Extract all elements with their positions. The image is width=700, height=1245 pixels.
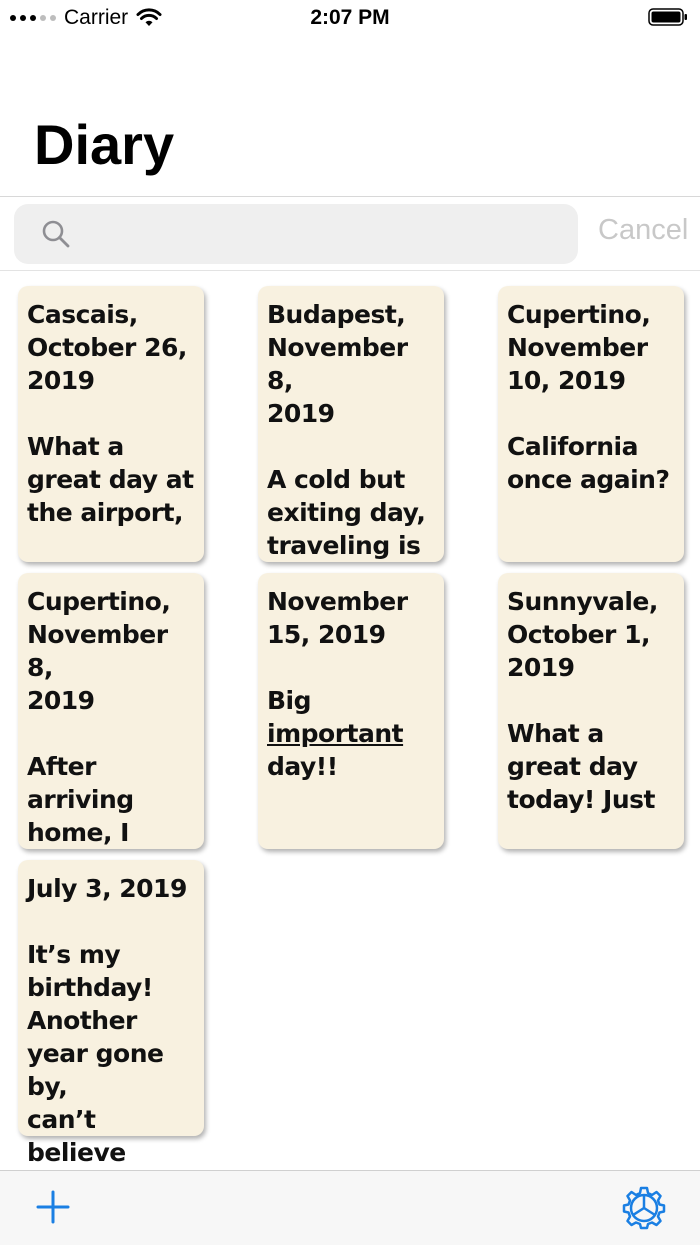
entry-body: What a great day today! Just bbox=[507, 719, 655, 814]
entry-body: After arriving home, I bbox=[27, 752, 134, 847]
entry-header: Cupertino, November 8, 2019 bbox=[27, 587, 171, 715]
entry-body: What a great day at the airport, bbox=[27, 432, 194, 527]
divider bbox=[0, 196, 700, 197]
entry-body-pre: Big bbox=[267, 686, 312, 715]
entry-text bbox=[27, 298, 196, 529]
status-bar bbox=[0, 0, 700, 40]
plus-icon[interactable] bbox=[36, 1190, 70, 1224]
entry-body-underlined: important bbox=[267, 719, 404, 748]
diary-entry-card[interactable] bbox=[498, 286, 684, 562]
diary-entry-card[interactable] bbox=[498, 573, 684, 849]
entry-body-post: day!! bbox=[267, 752, 338, 781]
entry-text bbox=[507, 298, 676, 496]
cancel-button[interactable]: Cancel bbox=[598, 214, 689, 246]
diary-entry-card[interactable] bbox=[258, 573, 444, 849]
entry-body: It’s my birthday! Another year gone by, can’t believe bbox=[27, 940, 164, 1167]
entry-body: California once again? bbox=[507, 432, 670, 494]
entry-header: Cupertino, November 10, 2019 bbox=[507, 300, 651, 395]
entry-header: Budapest, November 8, 2019 bbox=[267, 300, 408, 428]
diary-entry-card[interactable] bbox=[258, 286, 444, 562]
entry-header: Sunnyvale, October 1, 2019 bbox=[507, 587, 658, 682]
bottom-toolbar bbox=[0, 1170, 700, 1245]
diary-entry-card[interactable] bbox=[18, 860, 204, 1167]
divider bbox=[0, 270, 700, 271]
battery-icon bbox=[648, 8, 688, 26]
page-title: Diary bbox=[34, 113, 175, 176]
entry-header: July 3, 2019 bbox=[27, 874, 187, 903]
entry-text bbox=[267, 585, 436, 783]
entry-body: A cold but exiting day, traveling is bbox=[267, 465, 426, 560]
entry-text bbox=[267, 298, 436, 562]
gear-icon[interactable] bbox=[622, 1185, 666, 1229]
entry-header: November 15, 2019 bbox=[267, 587, 408, 649]
diary-entry-card[interactable] bbox=[18, 286, 204, 562]
entry-header: Cascais, October 26, 2019 bbox=[27, 300, 187, 395]
carrier-label: Carrier bbox=[64, 6, 129, 29]
entry-text bbox=[27, 585, 196, 849]
entry-text bbox=[507, 585, 676, 816]
diary-entry-card[interactable] bbox=[18, 573, 204, 849]
search-icon bbox=[40, 218, 72, 250]
search-input[interactable] bbox=[14, 204, 578, 264]
status-time: 2:07 PM bbox=[310, 6, 390, 29]
entry-text bbox=[27, 872, 196, 1169]
